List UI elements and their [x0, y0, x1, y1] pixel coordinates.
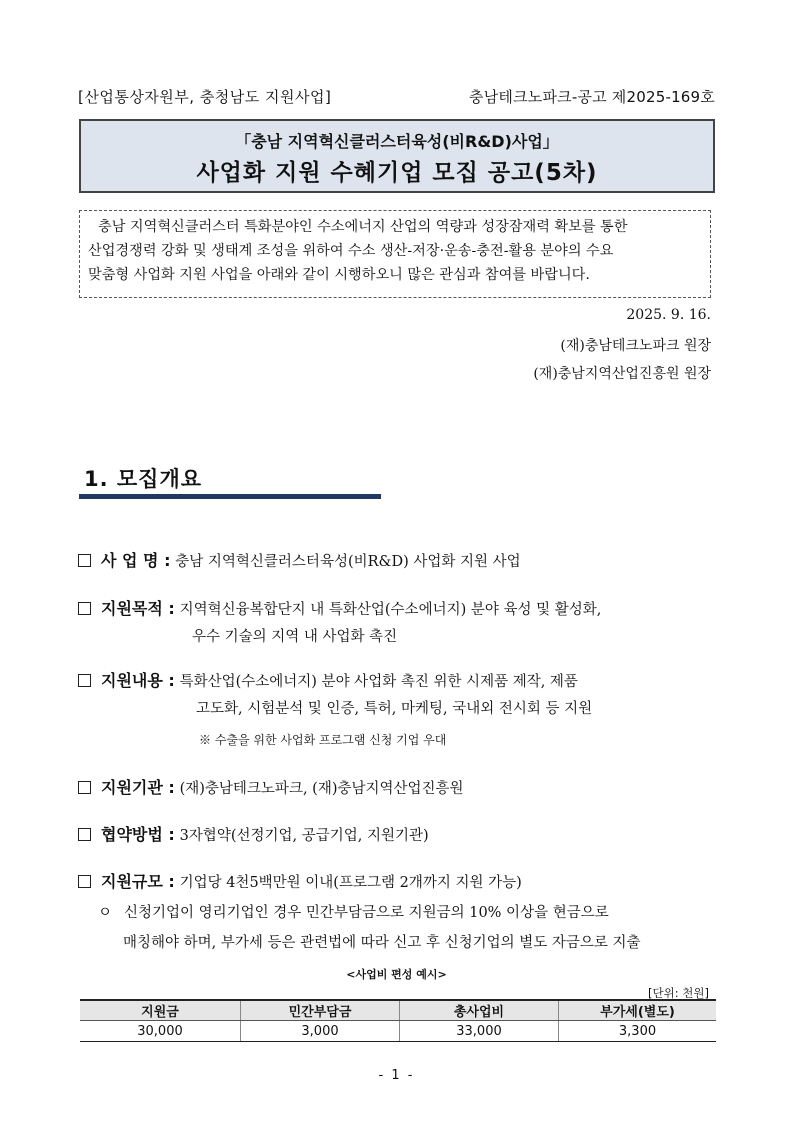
- overview-purpose: 지원목적 : 지역혁신융복합단지 내 특화산업(수소에너지) 분야 육성 및 활성화,: [78, 596, 601, 619]
- table-cell: 3,000: [241, 1021, 400, 1042]
- scale-detail-line-1: ㅇ 신청기업이 영리기업인 경우 민간부담금으로 지원금의 10% 이상을 현금으로: [98, 905, 609, 921]
- overview-scale: 지원규모 : 기업당 4천5백만원 이내(프로그램 2개까지 지원 가능): [78, 869, 522, 892]
- overview-project-name: 사 업 명 : 충남 지역혁신클러스터육성(비R&D) 사업화 지원 사업: [78, 548, 521, 571]
- table-header-cell: 부가세(별도): [559, 1000, 717, 1021]
- circle-bullet-icon: ㅇ: [98, 905, 113, 921]
- budget-table: [80, 999, 716, 1042]
- checkbox-square-icon: [78, 554, 91, 567]
- checkbox-square-icon: [78, 674, 91, 687]
- overview-agency: 지원기관 : (재)충남테크노파크, (재)충남지역산업진흥원: [78, 775, 464, 798]
- overview-purpose-cont: 우수 기술의 지역 내 사업화 촉진: [192, 629, 398, 645]
- overview-content: 지원내용 : 특화산업(수소에너지) 분야 사업화 촉진 위한 시제품 제작, 제품: [78, 668, 578, 691]
- table-cell: 33,000: [400, 1021, 559, 1042]
- checkbox-square-icon: [78, 602, 91, 615]
- table-header-row: [80, 1000, 716, 1021]
- section-title: 1. 모집개요: [84, 467, 203, 491]
- title-box: [79, 119, 715, 193]
- checkbox-square-icon: [78, 875, 91, 888]
- page-title: 사업화 지원 수혜기업 모집 공고(5차): [196, 160, 598, 186]
- intro-line-3: 맞춤형 사업화 지원 사업을 아래와 같이 시행하오니 많은 관심과 참여를 바랍니다.: [88, 267, 590, 283]
- table-header-cell: 민간부담금: [241, 1000, 400, 1021]
- announcement-number: 충남테크노파크-공고 제2025-169호: [469, 88, 715, 106]
- header-left-label: [산업통상자원부, 충청남도 지원사업]: [78, 88, 332, 106]
- intro-line-1: 충남 지역혁신클러스터 특화분야인 수소에너지 산업의 역량과 성장잠재력 확보를 통한: [98, 219, 628, 235]
- checkbox-square-icon: [78, 781, 91, 794]
- checkbox-square-icon: [78, 828, 91, 841]
- table-caption: <사업비 편성 예시>: [346, 968, 447, 981]
- table-row: [80, 1021, 716, 1042]
- table-header-cell: 지원금: [80, 1000, 241, 1021]
- overview-agreement: 협약방법 : 3자협약(선정기업, 공급기업, 지원기관): [78, 822, 429, 845]
- section-underline: [79, 494, 381, 499]
- announcement-date: 2025. 9. 16.: [626, 307, 711, 323]
- table-cell: 3,300: [559, 1021, 717, 1042]
- overview-content-note: ※ 수출을 위한 사업화 프로그램 신청 기업 우대: [199, 733, 447, 747]
- page-number: - 1 -: [378, 1068, 415, 1083]
- issuer-2: (재)충남지역산업진흥원 원장: [533, 366, 711, 382]
- table-unit: [단위: 천원]: [648, 986, 709, 1000]
- intro-line-2: 산업경쟁력 강화 및 생태계 조성을 위하여 수소 생산-저장·운송-충전-활용 분야의 수요: [88, 243, 614, 259]
- issuer-1: (재)충남테크노파크 원장: [560, 338, 711, 354]
- scale-detail-line-2: 매칭해야 하며, 부가세 등은 관련법에 따라 신고 후 신청기업의 별도 자금으로 지출: [123, 935, 641, 951]
- table-cell: 30,000: [80, 1021, 241, 1042]
- overview-content-cont: 고도화, 시험분석 및 인증, 특허, 마케팅, 국내외 전시회 등 지원: [196, 701, 593, 717]
- table-header-cell: 총사업비: [400, 1000, 559, 1021]
- intro-box: [79, 210, 711, 298]
- title-line-1: 「충남 지역혁신클러스터육성(비R&D)사업」: [235, 132, 559, 151]
